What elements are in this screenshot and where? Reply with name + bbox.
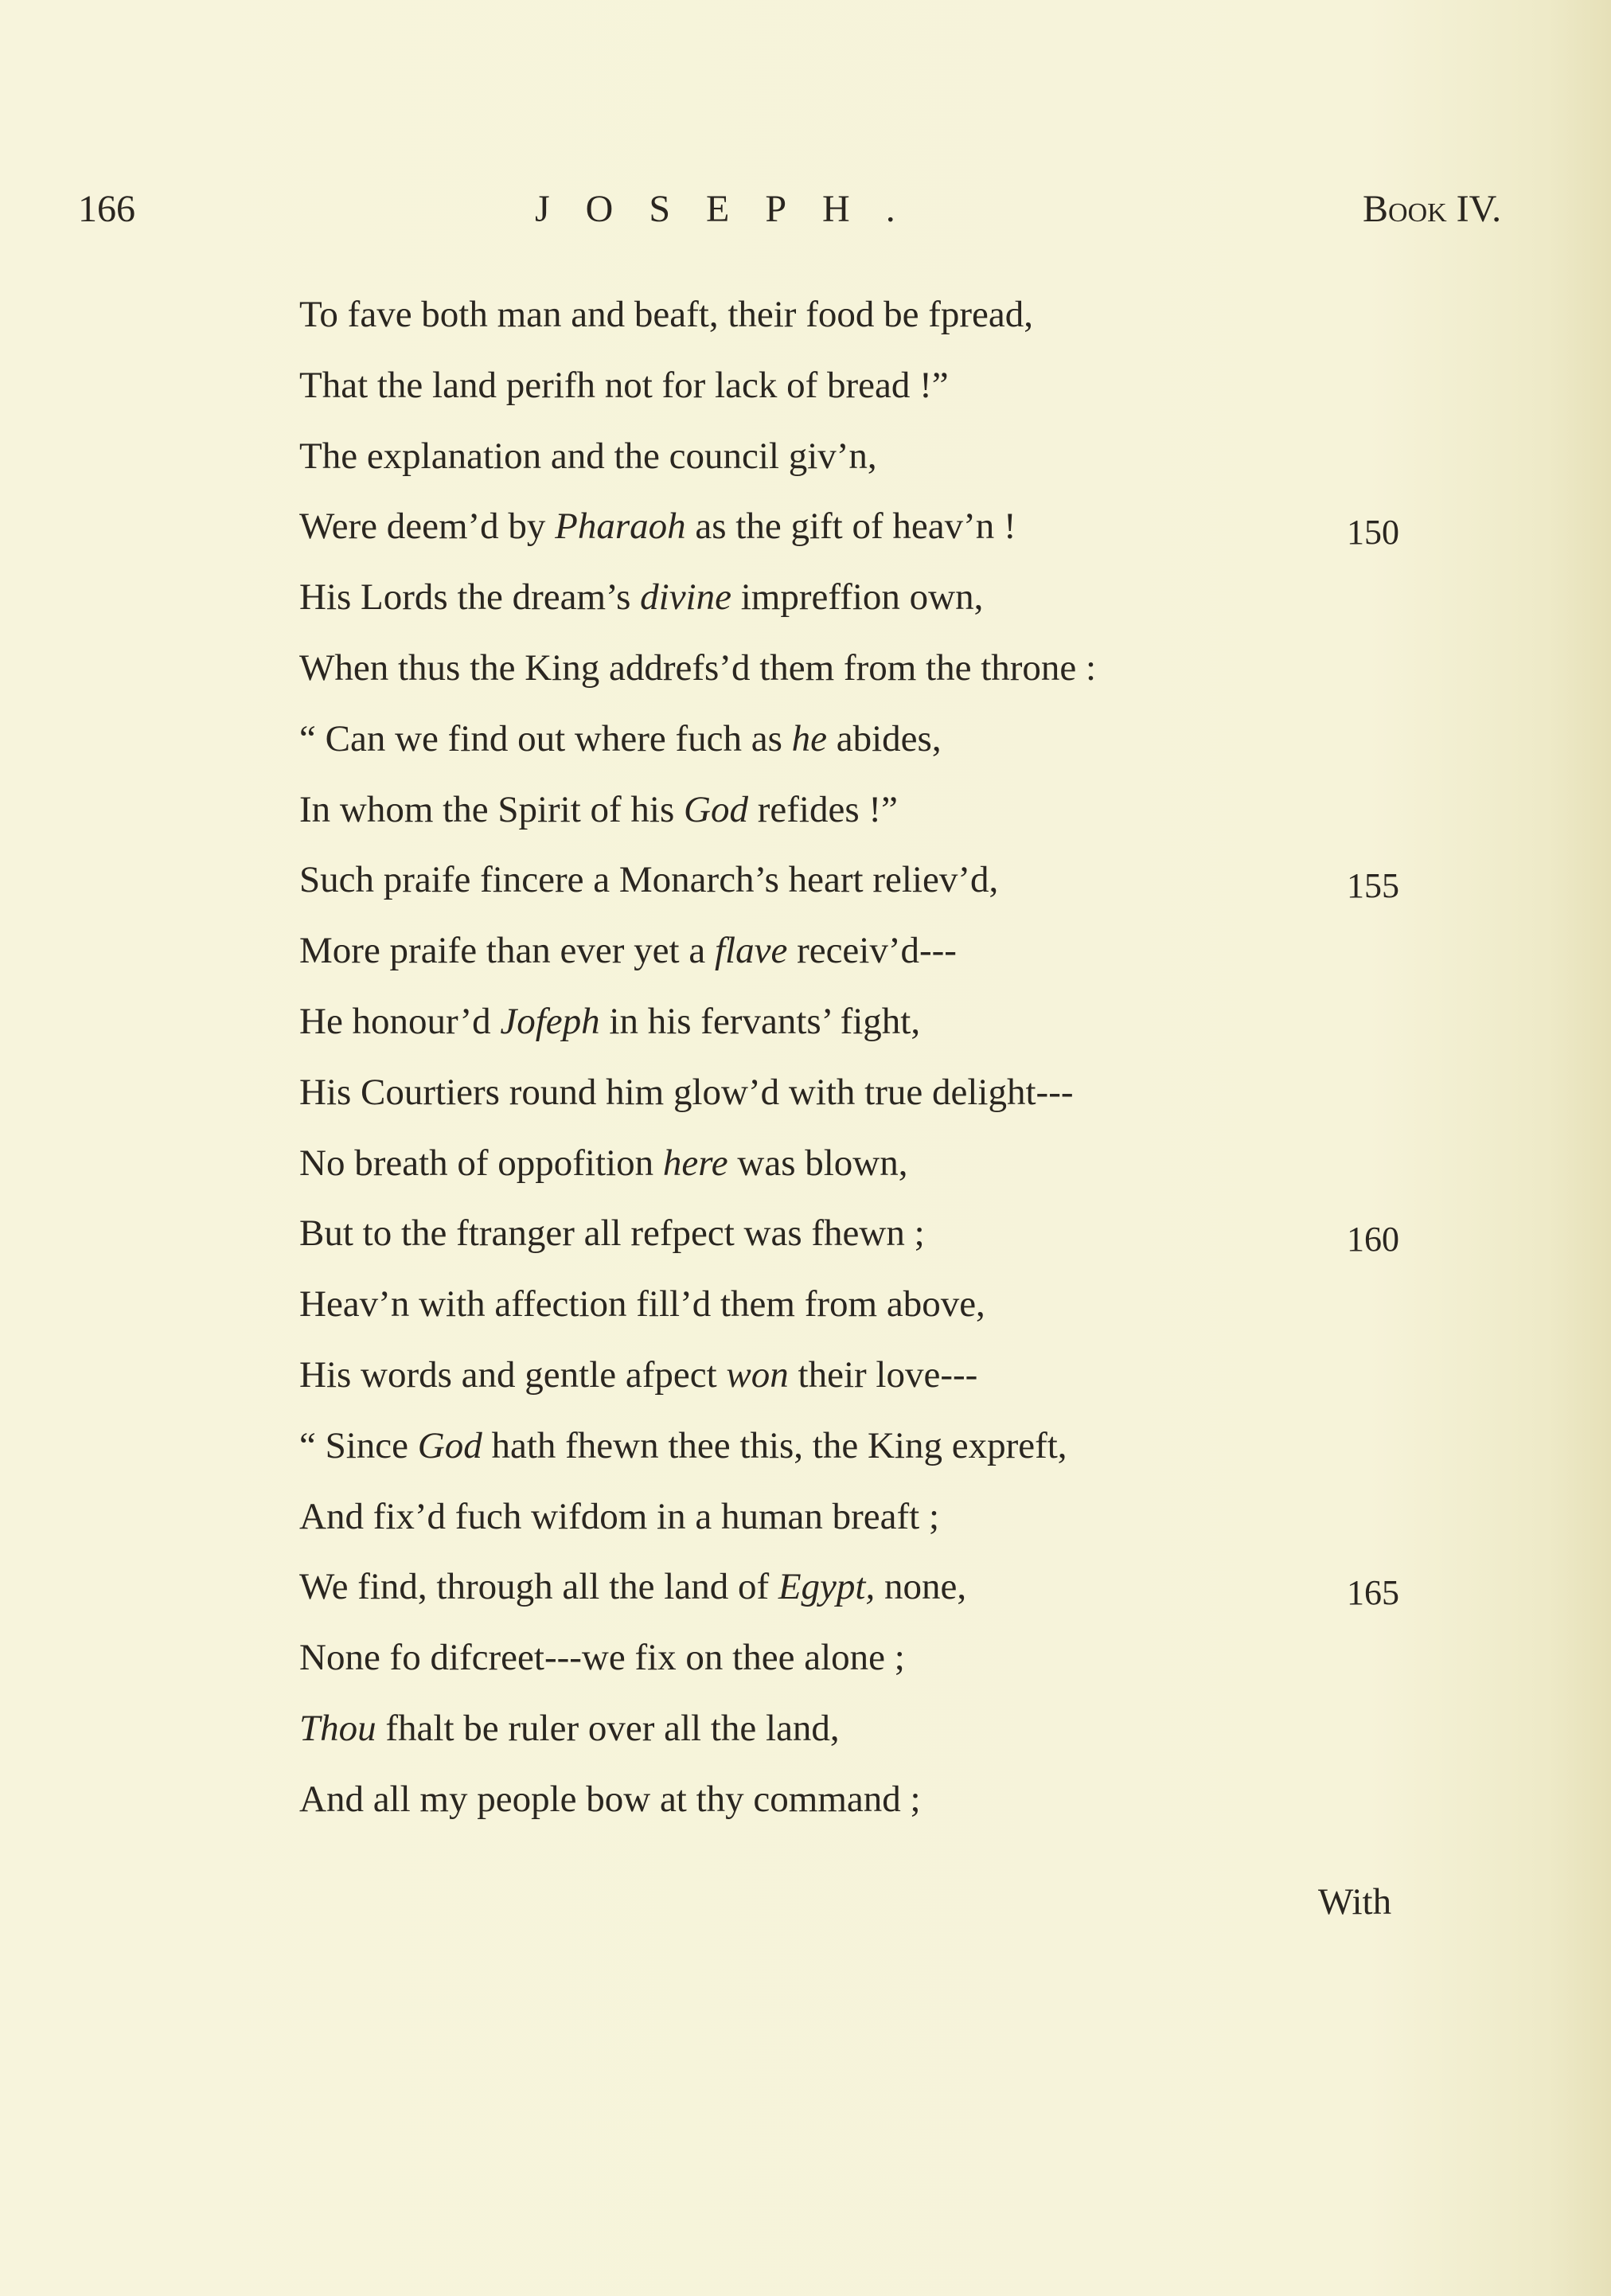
verse-line xyxy=(299,1209,1430,1280)
running-head xyxy=(0,187,1611,243)
verse-line xyxy=(299,1493,1430,1564)
verse-text: impreffion own, xyxy=(731,576,984,619)
verse-text: their love--- xyxy=(788,1353,978,1396)
verse-italic-text: here xyxy=(662,1142,728,1184)
verse-line xyxy=(299,1280,1430,1351)
line-number: 150 xyxy=(1347,513,1399,553)
verse-text: To fave both man and beaft, their food be fpread, xyxy=(299,294,1033,335)
verse-line xyxy=(299,927,1430,998)
verse-italic-text: Thou xyxy=(299,1707,376,1749)
verse-text: No breath of oppofition xyxy=(299,1142,663,1184)
verse-italic-text: God xyxy=(684,788,748,830)
verse-text: fhalt be ruler over all the land, xyxy=(376,1707,840,1749)
verse-line xyxy=(299,644,1430,715)
verse-line xyxy=(299,291,1430,361)
verse-text: That the land perifh not for lack of bread !” xyxy=(299,364,949,406)
verse-text: hath fhewn thee this, the King expreft, xyxy=(482,1424,1067,1466)
verse-line xyxy=(299,856,1430,927)
verse-italic-text: flave xyxy=(714,930,788,972)
verse-text: He honour’d xyxy=(299,1000,501,1042)
verse-line xyxy=(299,502,1430,573)
verse-text: Heav’n with affection fill’d them from above, xyxy=(299,1283,985,1326)
verse-text: None fo difcreet---we fix on thee alone ; xyxy=(299,1637,905,1679)
line-number: 165 xyxy=(1347,1573,1399,1613)
verse-text: His words and gentle afpect xyxy=(299,1353,727,1396)
book-label: Book IV. xyxy=(1363,188,1502,230)
verse-text: And fix’d fuch wifdom in a human breaft ; xyxy=(299,1495,940,1537)
verse-line xyxy=(299,1704,1430,1775)
verse-line xyxy=(299,1068,1430,1139)
verse-text: none, xyxy=(875,1566,967,1608)
verse-text: His Lords the dream’s xyxy=(299,576,641,619)
line-number: 160 xyxy=(1347,1220,1399,1259)
verse-line xyxy=(299,715,1430,786)
verse-line xyxy=(299,786,1430,857)
poem-text xyxy=(299,291,1430,1846)
verse-italic-text: Egypt, xyxy=(778,1566,876,1608)
verse-italic-text: won xyxy=(726,1353,789,1396)
verse-line xyxy=(299,1775,1430,1846)
verse-italic-text: God xyxy=(417,1424,482,1466)
verse-text: refides !” xyxy=(748,788,898,830)
verse-line xyxy=(299,432,1430,503)
verse-text: The explanation and the council giv’n, xyxy=(299,435,877,477)
verse-line xyxy=(299,1634,1430,1704)
verse-text: as the gift of heav’n ! xyxy=(685,506,1016,548)
running-title: JOSEPH. xyxy=(535,188,931,230)
verse-line xyxy=(299,1351,1430,1422)
verse-text: When thus the King addrefs’d them from the throne : xyxy=(299,646,1097,689)
verse-italic-text: he xyxy=(791,717,827,759)
verse-text: Such praife fincere a Monarch’s heart reliev’d, xyxy=(299,859,999,901)
verse-line xyxy=(299,1139,1430,1210)
verse-text: in his fervants’ fight, xyxy=(599,1000,921,1042)
verse-text: We find, through all the land of xyxy=(299,1566,778,1608)
verse-italic-text: divine xyxy=(640,576,731,619)
verse-text: abides, xyxy=(827,717,942,759)
verse-text: Were deem’d by xyxy=(299,506,556,548)
line-number: 155 xyxy=(1347,866,1399,906)
verse-line xyxy=(299,573,1430,644)
verse-line xyxy=(299,361,1430,432)
verse-line xyxy=(299,1422,1430,1493)
verse-text: But to the ftranger all refpect was fhewn ; xyxy=(299,1212,925,1255)
verse-italic-text: Jofeph xyxy=(500,1000,600,1042)
verse-italic-text: Pharaoh xyxy=(555,506,686,548)
verse-text: receiv’d--- xyxy=(787,930,957,972)
verse-text: “ Since xyxy=(299,1424,418,1466)
catchword: With xyxy=(1318,1881,1392,1923)
verse-line xyxy=(299,1563,1430,1634)
verse-text: was blown, xyxy=(727,1142,908,1184)
verse-text: In whom the Spirit of his xyxy=(299,788,685,830)
page-number: 166 xyxy=(78,188,135,230)
verse-line xyxy=(299,998,1430,1068)
verse-text: And all my people bow at thy command ; xyxy=(299,1778,921,1820)
verse-text: His Courtiers round him glow’d with true delight--- xyxy=(299,1071,1074,1113)
verse-text: “ Can we find out where fuch as xyxy=(299,717,792,759)
verse-text: More praife than ever yet a xyxy=(299,930,715,972)
